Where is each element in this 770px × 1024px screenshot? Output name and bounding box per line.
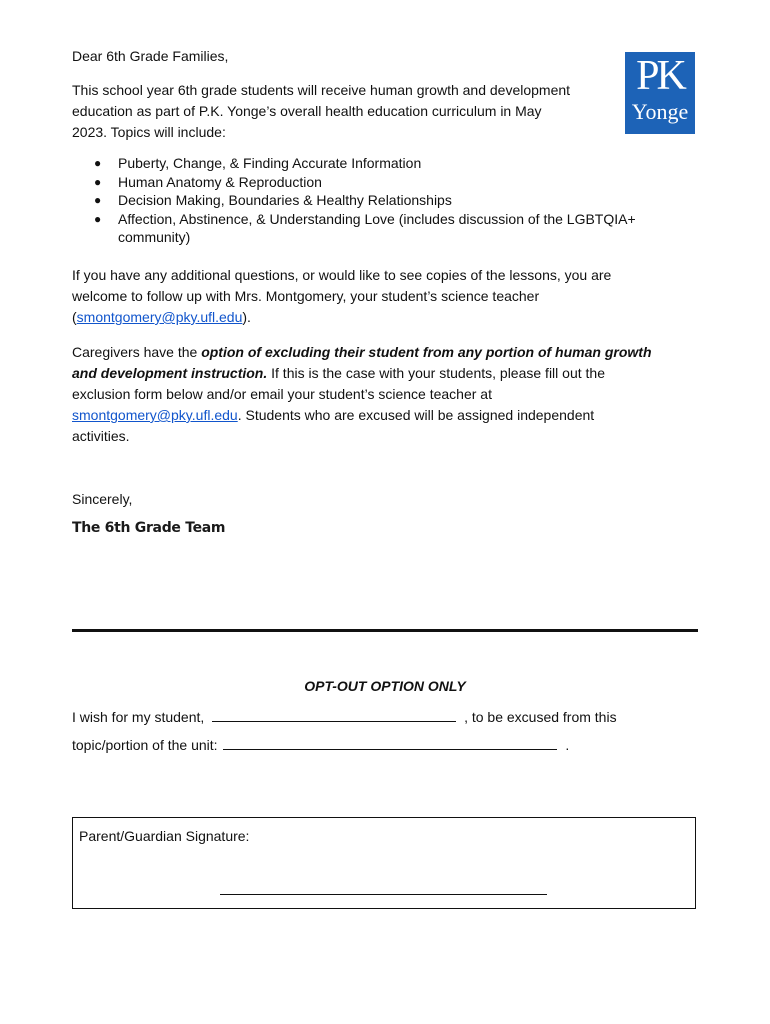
intro-line: This school year 6th grade students will receive human growth and development: [72, 82, 571, 98]
student-name-row: [72, 707, 617, 727]
logo-pk-text: PK: [636, 53, 684, 99]
caregivers-line: [72, 363, 702, 384]
questions-line: [72, 307, 692, 328]
intro-line: education as part of P.K. Yonge’s overall health education curriculum in May: [72, 103, 542, 119]
teacher-email-link[interactable]: smontgomery@pky.ufl.edu: [76, 309, 243, 325]
list-item: [90, 191, 710, 210]
caregivers-emphasis: and development instruction.: [72, 365, 268, 381]
topic-portion-field[interactable]: [223, 735, 557, 750]
bullet-icon: ●: [94, 211, 102, 226]
bullet-icon: ●: [94, 174, 102, 189]
questions-line: If you have any additional questions, or would like to see copies of the lessons, you are: [72, 267, 612, 283]
signature: The 6th Grade Team: [72, 520, 226, 536]
caregivers-line: exclusion form below and/or email your student’s science teacher at: [72, 386, 492, 402]
intro-paragraph: [72, 80, 632, 143]
list-item: [90, 173, 710, 192]
paren-close: ).: [242, 309, 251, 325]
topic-text: Puberty, Change, & Finding Accurate Information: [118, 155, 422, 171]
topic-suffix: .: [565, 737, 570, 753]
caregivers-paragraph: [72, 342, 702, 447]
topic-text: Decision Making, Boundaries & Healthy Relationships: [118, 192, 452, 208]
paren-open: (: [72, 309, 77, 325]
caregivers-line: [72, 342, 702, 363]
caregivers-emphasis: option of excluding their student from any portion of human growth: [201, 344, 652, 360]
caregivers-lead: Caregivers have the: [72, 344, 202, 360]
questions-line: welcome to follow up with Mrs. Montgomery, your student’s science teacher: [72, 288, 540, 304]
logo-yonge-text: Yonge: [631, 99, 689, 124]
wish-suffix: , to be excused from this: [464, 709, 617, 725]
greeting: Dear 6th Grade Families,: [72, 48, 229, 64]
topic-prefix: topic/portion of the unit:: [72, 737, 218, 753]
topic-text: Affection, Abstinence, & Understanding Love (includes discussion of the LGBTQIA+ community): [118, 210, 636, 245]
intro-line: 2023. Topics will include:: [72, 124, 226, 140]
signature-label: Parent/Guardian Signature:: [79, 828, 250, 844]
section-divider: [72, 629, 698, 632]
questions-paragraph: [72, 265, 692, 328]
list-item: [90, 154, 710, 173]
student-name-field[interactable]: [212, 707, 456, 722]
signature-box: [72, 817, 696, 909]
wish-prefix: I wish for my student,: [72, 709, 205, 725]
caregivers-text: If this is the case with your students, please fill out the: [267, 365, 605, 381]
closing: Sincerely,: [72, 491, 133, 507]
caregivers-text: . Students who are excused will be assigned independent: [237, 407, 595, 423]
bullet-icon: ●: [94, 156, 102, 170]
topic-text: Human Anatomy & Reproduction: [118, 173, 322, 190]
pk-yonge-logo: [625, 52, 695, 134]
caregivers-line: [72, 405, 702, 426]
caregivers-line: activities.: [72, 428, 130, 444]
topics-list: [90, 154, 710, 247]
signature-field[interactable]: [220, 894, 547, 895]
topic-row: [72, 735, 569, 755]
list-item: [90, 210, 678, 247]
bullet-icon: ●: [94, 193, 102, 207]
teacher-email-link[interactable]: smontgomery@pky.ufl.edu: [72, 407, 238, 423]
optout-title: OPT-OUT OPTION ONLY: [304, 678, 466, 694]
